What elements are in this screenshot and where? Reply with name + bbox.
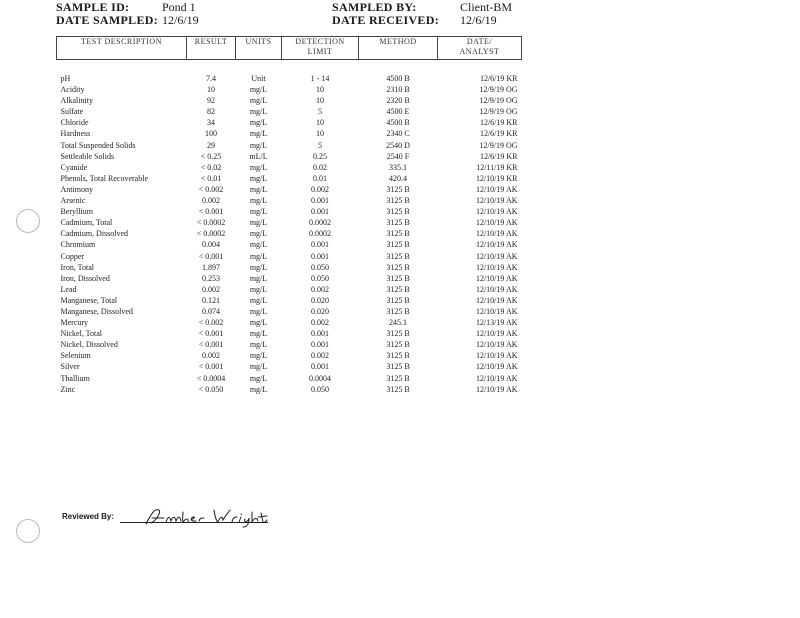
cell-detection-limit: 0.0004 xyxy=(309,373,331,383)
cell-detection-limit: 10 xyxy=(316,96,324,106)
cell-method: 3125 B xyxy=(386,240,410,250)
cell-detection-limit: 0.001 xyxy=(311,207,329,217)
table-row xyxy=(57,106,522,117)
cell-units: mg/L xyxy=(249,262,268,272)
table-row xyxy=(57,306,522,317)
cell-result: < 0.02 xyxy=(200,162,222,172)
cell-detection-limit: 0.002 xyxy=(311,184,329,194)
cell-test: Total Suspended Solids xyxy=(60,140,136,150)
cell-detection-limit: 0.020 xyxy=(311,295,329,305)
cell-method: 3125 B xyxy=(386,273,410,283)
table-row xyxy=(57,95,522,106)
cell-detection-limit: 10 xyxy=(316,85,324,95)
cell-method: 335.1 xyxy=(389,162,407,172)
cell-method: 2340 C xyxy=(386,129,410,139)
cell-test: Antimony xyxy=(60,184,93,194)
cell-units: mg/L xyxy=(249,340,268,350)
cell-test: Cadmium, Total xyxy=(60,218,113,228)
col-header-date-analyst: DATE/ ANALYST xyxy=(438,37,522,60)
cell-method: 3125 B xyxy=(386,184,410,194)
cell-result: < 0.0002 xyxy=(196,218,226,228)
cell-units: mg/L xyxy=(249,184,268,194)
cell-test: Alkalinity xyxy=(60,96,93,106)
cell-method: 3125 B xyxy=(386,196,410,206)
cell-test: Nickel, Total xyxy=(60,329,103,339)
cell-result: 82 xyxy=(207,107,215,117)
cell-test: Chloride xyxy=(60,118,89,128)
cell-test: Copper xyxy=(60,251,85,261)
cell-test: Acidity xyxy=(60,85,85,95)
cell-units: mg/L xyxy=(249,107,268,117)
table-row xyxy=(57,140,522,151)
cell-units: mg/L xyxy=(249,329,268,339)
cell-method: 3125 B xyxy=(386,295,410,305)
cell-units: mg/L xyxy=(249,318,268,328)
cell-detection-limit: 0.25 xyxy=(313,151,327,161)
table-row xyxy=(57,251,522,262)
cell-date-analyst: 12/10/19 AK xyxy=(475,384,518,394)
cell-result: < 0.001 xyxy=(198,340,224,350)
cell-test: Selenium xyxy=(60,351,91,361)
cell-date-analyst: 12/10/19 AK xyxy=(475,218,518,228)
table-row xyxy=(57,361,522,372)
results-body xyxy=(57,60,522,395)
cell-result: 0.121 xyxy=(202,295,220,305)
cell-test: Arsenic xyxy=(60,196,86,206)
sampled-by-value: Client-BM xyxy=(460,0,513,14)
cell-result: < 0.001 xyxy=(198,362,224,372)
cell-method: 420.4 xyxy=(389,173,407,183)
cell-method: 3125 B xyxy=(386,384,410,394)
cell-date-analyst: 12/11/19 KR xyxy=(476,162,518,172)
cell-units: mg/L xyxy=(249,85,268,95)
table-row xyxy=(57,228,522,239)
cell-result: 0.004 xyxy=(202,240,220,250)
cell-date-analyst: 12/10/19 AK xyxy=(475,207,518,217)
cell-test: Chromium xyxy=(60,240,96,250)
cell-detection-limit: 0.001 xyxy=(311,362,329,372)
cell-test: Mercury xyxy=(60,318,89,328)
cell-date-analyst: 12/10/19 AK xyxy=(475,362,518,372)
cell-units: mg/L xyxy=(249,306,268,316)
table-row xyxy=(57,117,522,128)
cell-test: Beryllium xyxy=(60,207,93,217)
date-sampled-label: DATE SAMPLED: xyxy=(56,13,159,27)
cell-date-analyst: 12/10/19 AK xyxy=(475,196,518,206)
cell-test: Manganese, Dissolved xyxy=(60,306,133,316)
table-row xyxy=(57,206,522,217)
cell-method: 2310 B xyxy=(386,85,410,95)
date-sampled-value: 12/6/19 xyxy=(162,13,199,27)
table-row xyxy=(57,339,522,350)
cell-units: Unit xyxy=(251,74,266,83)
cell-method: 3125 B xyxy=(386,373,410,383)
cell-test: Nickel, Dissolved xyxy=(60,340,118,350)
table-row xyxy=(57,173,522,184)
cell-result: < 0.01 xyxy=(200,173,222,183)
cell-test: Lead xyxy=(60,284,77,294)
cell-result: 0.002 xyxy=(202,351,220,361)
cell-method: 4500 B xyxy=(386,118,410,128)
cell-date-analyst: 12/10/19 AK xyxy=(475,273,518,283)
cell-detection-limit: 0.01 xyxy=(313,173,327,183)
cell-detection-limit: 0.002 xyxy=(311,318,329,328)
table-row xyxy=(57,295,522,306)
cell-detection-limit: 0.002 xyxy=(311,351,329,361)
cell-result: 0.002 xyxy=(202,284,220,294)
cell-detection-limit: 0.050 xyxy=(311,384,329,394)
cell-date-analyst: 12/9/19 OG xyxy=(479,96,518,106)
table-row xyxy=(57,317,522,328)
cell-detection-limit: 0.0002 xyxy=(309,218,331,228)
sample-id-value: Pond 1 xyxy=(162,0,196,14)
cell-result: < 0.25 xyxy=(200,151,222,161)
cell-result: < 0.002 xyxy=(198,184,224,194)
cell-units: mg/L xyxy=(249,96,268,106)
cell-date-analyst: 12/9/19 OG xyxy=(479,140,518,150)
cell-method: 3125 B xyxy=(386,306,410,316)
cell-units: mg/L xyxy=(249,129,268,139)
table-row xyxy=(57,162,522,173)
cell-method: 2320 B xyxy=(386,96,410,106)
cell-detection-limit: 10 xyxy=(316,129,324,139)
cell-test: pH xyxy=(60,74,71,83)
cell-date-analyst: 12/10/19 AK xyxy=(475,251,518,261)
cell-test: Sulfate xyxy=(60,107,84,117)
cell-test: Hardness xyxy=(60,129,91,139)
cell-units: mg/L xyxy=(249,251,268,261)
cell-date-analyst: 12/6/19 KR xyxy=(479,74,518,83)
cell-units: mg/L xyxy=(249,207,268,217)
cell-detection-limit: 0.02 xyxy=(313,162,327,172)
cell-units: mL/L xyxy=(249,151,268,161)
cell-detection-limit: 5 xyxy=(318,107,322,117)
cell-result: 0.074 xyxy=(202,306,220,316)
cell-date-analyst: 12/6/19 KR xyxy=(479,129,518,139)
cell-result: 0.253 xyxy=(202,273,220,283)
cell-units: mg/L xyxy=(249,384,268,394)
cell-date-analyst: 12/10/19 AK xyxy=(475,184,518,194)
cell-date-analyst: 12/10/19 AK xyxy=(475,295,518,305)
cell-units: mg/L xyxy=(249,218,268,228)
cell-result: < 0.001 xyxy=(198,251,224,261)
cell-detection-limit: 1 - 14 xyxy=(310,74,330,83)
cell-test: Settleable Solids xyxy=(60,151,115,161)
table-row xyxy=(57,217,522,228)
table-row xyxy=(57,262,522,273)
cell-detection-limit: 0.050 xyxy=(311,262,329,272)
sampled-by-label: SAMPLED BY: xyxy=(332,0,417,14)
signature-image xyxy=(142,506,270,528)
cell-units: mg/L xyxy=(249,196,268,206)
cell-units: mg/L xyxy=(249,284,268,294)
cell-result: < 0.001 xyxy=(198,207,224,217)
table-row xyxy=(57,184,522,195)
cell-test: Cadmium, Dissolved xyxy=(60,229,129,239)
cell-result: 100 xyxy=(205,129,217,139)
col-header-units: UNITS xyxy=(236,37,282,60)
cell-date-analyst: 12/9/19 OG xyxy=(479,107,518,117)
results-table xyxy=(56,36,522,395)
col-header-detection-limit: DETECTION LIMIT xyxy=(282,37,359,60)
table-row xyxy=(57,384,522,395)
cell-date-analyst: 12/10/19 AK xyxy=(475,351,518,361)
cell-result: < 0.0002 xyxy=(196,229,226,239)
cell-method: 2540 D xyxy=(386,140,410,150)
reviewed-by-label: Reviewed By: xyxy=(62,512,115,521)
cell-date-analyst: 12/9/19 OG xyxy=(479,85,518,95)
cell-test: Zinc xyxy=(60,384,76,394)
cell-test: Silver xyxy=(60,362,80,372)
cell-test: Iron, Total xyxy=(60,262,95,272)
cell-result: 34 xyxy=(207,118,215,128)
cell-units: mg/L xyxy=(249,273,268,283)
cell-detection-limit: 0.050 xyxy=(311,273,329,283)
cell-method: 3125 B xyxy=(386,229,410,239)
table-row xyxy=(57,273,522,284)
cell-result: 7.4 xyxy=(206,74,216,83)
cell-detection-limit: 0.001 xyxy=(311,196,329,206)
punch-hole-upper xyxy=(16,209,40,233)
cell-test: Phenols, Total Recoverable xyxy=(60,173,148,183)
cell-date-analyst: 12/10/19 AK xyxy=(475,306,518,316)
cell-method: 3125 B xyxy=(386,218,410,228)
table-row xyxy=(57,128,522,139)
cell-result: 1.897 xyxy=(202,262,220,272)
cell-result: 0.002 xyxy=(202,196,220,206)
cell-units: mg/L xyxy=(249,229,268,239)
cell-method: 3125 B xyxy=(386,284,410,294)
cell-units: mg/L xyxy=(249,173,268,183)
cell-method: 3125 B xyxy=(386,329,410,339)
cell-detection-limit: 0.001 xyxy=(311,251,329,261)
cell-units: mg/L xyxy=(249,373,268,383)
sample-id-label: SAMPLE ID: xyxy=(56,0,130,14)
cell-method: 3125 B xyxy=(386,207,410,217)
table-row xyxy=(57,284,522,295)
cell-method: 4500 E xyxy=(386,107,410,117)
date-received-label: DATE RECEIVED: xyxy=(332,13,439,27)
cell-date-analyst: 12/10/19 AK xyxy=(475,284,518,294)
cell-date-analyst: 12/10/19 AK xyxy=(475,240,518,250)
cell-units: mg/L xyxy=(249,295,268,305)
cell-date-analyst: 12/13/19 AK xyxy=(475,318,518,328)
table-row xyxy=(57,195,522,206)
cell-date-analyst: 12/10/19 KR xyxy=(475,173,518,183)
cell-detection-limit: 0.0002 xyxy=(309,229,331,239)
cell-date-analyst: 12/10/19 AK xyxy=(475,262,518,272)
date-received-value: 12/6/19 xyxy=(460,13,497,27)
table-row xyxy=(57,60,522,85)
cell-units: mg/L xyxy=(249,140,268,150)
table-row xyxy=(57,239,522,250)
cell-units: mg/L xyxy=(249,351,268,361)
cell-method: 3125 B xyxy=(386,262,410,272)
table-row xyxy=(57,328,522,339)
cell-units: mg/L xyxy=(249,162,268,172)
table-row xyxy=(57,350,522,361)
cell-result: 10 xyxy=(207,85,215,95)
cell-result: 92 xyxy=(207,96,215,106)
cell-units: mg/L xyxy=(249,362,268,372)
cell-method: 2540 F xyxy=(386,151,410,161)
cell-result: < 0.050 xyxy=(198,384,224,394)
cell-units: mg/L xyxy=(249,118,268,128)
table-row xyxy=(57,373,522,384)
cell-test: Iron, Dissolved xyxy=(60,273,110,283)
col-header-result: RESULT xyxy=(187,37,236,60)
cell-detection-limit: 0.001 xyxy=(311,329,329,339)
cell-date-analyst: 12/10/19 AK xyxy=(475,340,518,350)
cell-result: 29 xyxy=(207,140,215,150)
cell-detection-limit: 0.001 xyxy=(311,240,329,250)
cell-detection-limit: 0.020 xyxy=(311,306,329,316)
cell-date-analyst: 12/10/19 AK xyxy=(475,229,518,239)
cell-date-analyst: 12/6/19 KR xyxy=(479,151,518,161)
cell-detection-limit: 10 xyxy=(316,118,324,128)
table-row xyxy=(57,151,522,162)
cell-test: Cyanide xyxy=(60,162,88,172)
punch-hole-lower xyxy=(16,519,40,543)
cell-method: 3125 B xyxy=(386,340,410,350)
cell-detection-limit: 0.002 xyxy=(311,284,329,294)
cell-method: 4500 B xyxy=(386,74,410,83)
cell-result: < 0.002 xyxy=(198,318,224,328)
cell-method: 245.1 xyxy=(389,318,407,328)
cell-date-analyst: 12/6/19 KR xyxy=(479,118,518,128)
table-header-row xyxy=(57,37,522,60)
cell-result: < 0.001 xyxy=(198,329,224,339)
cell-date-analyst: 12/10/19 AK xyxy=(475,329,518,339)
cell-date-analyst: 12/10/19 AK xyxy=(475,373,518,383)
col-header-test-description: TEST DESCRIPTION xyxy=(57,37,187,60)
cell-detection-limit: 0.001 xyxy=(311,340,329,350)
cell-result: < 0.0004 xyxy=(196,373,226,383)
col-header-method: METHOD xyxy=(359,37,438,60)
table-row xyxy=(57,84,522,95)
cell-method: 3125 B xyxy=(386,351,410,361)
cell-test: Manganese, Total xyxy=(60,295,118,305)
cell-method: 3125 B xyxy=(386,362,410,372)
cell-method: 3125 B xyxy=(386,251,410,261)
cell-test: Thallium xyxy=(60,373,90,383)
cell-units: mg/L xyxy=(249,240,268,250)
cell-detection-limit: 5 xyxy=(318,140,322,150)
